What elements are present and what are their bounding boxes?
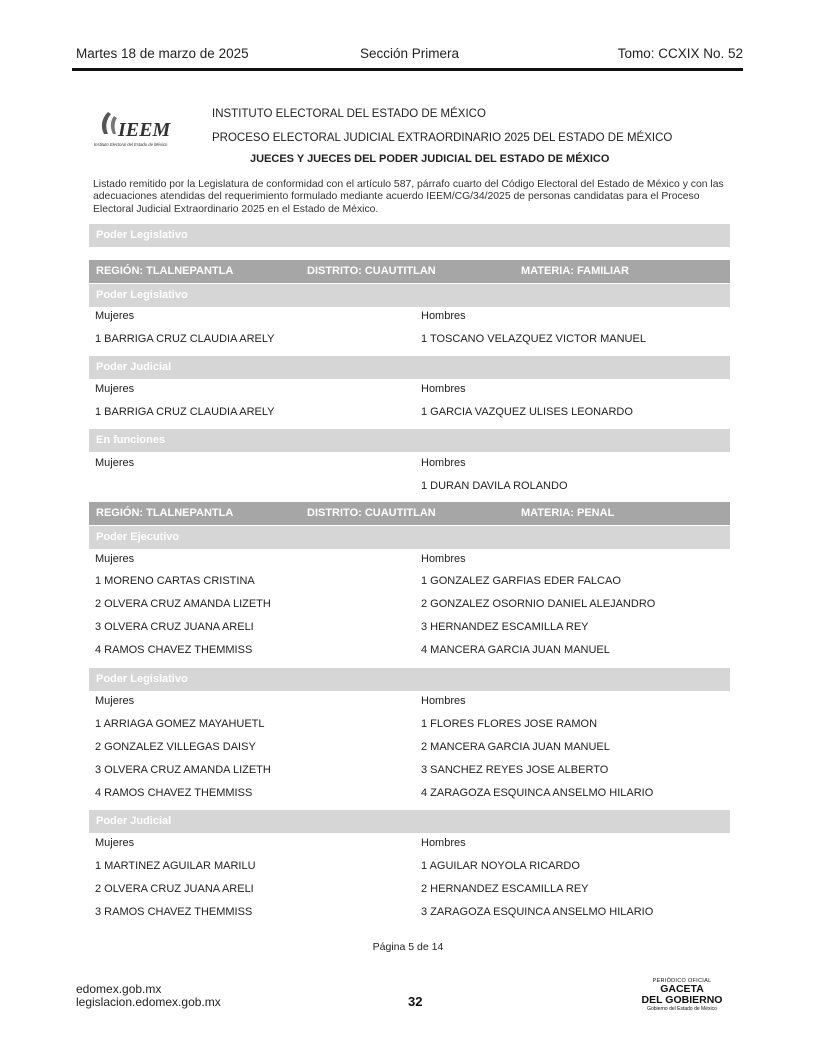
district-label: DISTRITO: CUAUTITLAN [307, 265, 436, 277]
women-label: Mujeres [95, 837, 135, 849]
issue-date: Martes 18 de marzo de 2025 [76, 46, 249, 61]
man-candidate: 1 GARCIA VAZQUEZ ULISES LEONARDO [421, 406, 633, 418]
section-band: Poder Judicial [89, 810, 730, 833]
woman-candidate: 3 OLVERA CRUZ AMANDA LIZETH [95, 764, 271, 776]
table-row [95, 477, 735, 495]
table-row [95, 595, 735, 613]
section-band: Poder Ejecutivo [89, 526, 730, 549]
woman-candidate: 3 OLVERA CRUZ JUANA ARELI [95, 621, 254, 633]
man-candidate: 1 FLORES FLORES JOSE RAMON [421, 718, 598, 730]
man-candidate: 4 MANCERA GARCIA JUAN MANUEL [421, 644, 610, 656]
section-band: Poder Judicial [89, 356, 730, 379]
column-labels [95, 307, 735, 325]
table-row [95, 903, 735, 921]
page-indicator: Página 5 de 14 [372, 941, 444, 953]
footer-url-main[interactable]: edomex.gob.mx [76, 982, 162, 996]
table-row [95, 857, 735, 875]
woman-candidate: 2 GONZALEZ VILLEGAS DAISY [95, 741, 256, 753]
document-subtitle: JUECES Y JUECES DEL PODER JUDICIAL DEL ESTADO DE MÉXICO [250, 153, 610, 165]
institute-name: INSTITUTO ELECTORAL DEL ESTADO DE MÉXICO [212, 108, 486, 120]
region-label: REGIÓN: TLALNEPANTLA [96, 265, 234, 277]
man-candidate: 2 GONZALEZ OSORNIO DANIEL ALEJANDRO [421, 598, 656, 610]
volume-number: Tomo: CCXIX No. 52 [617, 46, 743, 61]
man-candidate: 1 AGUILAR NOYOLA RICARDO [421, 860, 580, 872]
table-row [95, 715, 735, 733]
footer-url-legislation[interactable]: legislacion.edomex.gob.mx [76, 995, 221, 1009]
man-candidate: 3 SANCHEZ REYES JOSE ALBERTO [421, 764, 609, 776]
header-divider [72, 68, 743, 71]
table-row [95, 880, 735, 898]
group-header [89, 502, 730, 525]
table-row [95, 618, 735, 636]
section-band: Poder Legislativo [89, 284, 730, 307]
section-name: Sección Primera [359, 46, 460, 61]
process-name: PROCESO ELECTORAL JUDICIAL EXTRAORDINARIO 2025 DEL ESTADO DE MÉXICO [212, 132, 673, 144]
group-header [89, 260, 730, 283]
region-label: REGIÓN: TLALNEPANTLA [96, 507, 234, 519]
gaceta-line3: DEL GOBIERNO [641, 994, 723, 1006]
gaceta-logo [634, 978, 730, 1012]
column-labels [95, 834, 735, 852]
man-candidate: 3 HERNANDEZ ESCAMILLA REY [421, 621, 589, 633]
gaceta-line1: PERIÓDICO OFICIAL [652, 978, 712, 984]
man-candidate: 2 MANCERA GARCIA JUAN MANUEL [421, 741, 610, 753]
ieem-logo [92, 108, 184, 152]
women-label: Mujeres [95, 383, 135, 395]
column-labels [95, 550, 735, 568]
women-label: Mujeres [95, 695, 135, 707]
table-row [95, 641, 735, 659]
woman-candidate: 1 BARRIGA CRUZ CLAUDIA ARELY [95, 406, 275, 418]
logo-wordmark: IEEM [118, 119, 171, 141]
man-candidate: 3 ZARAGOZA ESQUINCA ANSELMO HILARIO [421, 906, 654, 918]
women-label: Mujeres [95, 553, 135, 565]
section-band: En funciones [89, 429, 730, 452]
man-candidate: 1 TOSCANO VELAZQUEZ VICTOR MANUEL [421, 333, 646, 345]
woman-candidate: 4 RAMOS CHAVEZ THEMMISS [95, 644, 253, 656]
women-label: Mujeres [95, 457, 135, 469]
table-row [95, 330, 735, 348]
men-label: Hombres [421, 837, 466, 849]
intro-paragraph: Listado remitido por la Legislatura de conformidad con el artículo 587, párrafo cuarto del Código Electoral del Estado de México y con las adecuaciones atendidas del requerimiento formulado mediante acuerdo IEEM/CG/34/2025 de personas candidatas para el Proceso Electoral Judicial Extraordinario 2025 en el Estado de México. [93, 179, 724, 215]
logo-caption: Instituto Electoral del Estado de México [94, 142, 168, 147]
column-labels [95, 692, 735, 710]
men-label: Hombres [421, 310, 466, 322]
gaceta-line2: GACETA [660, 983, 704, 995]
woman-candidate: 1 ARRIAGA GOMEZ MAYAHUETL [95, 718, 265, 730]
column-labels [95, 380, 735, 398]
subject-label: MATERIA: PENAL [521, 507, 615, 519]
woman-candidate: 2 OLVERA CRUZ AMANDA LIZETH [95, 598, 271, 610]
woman-candidate: 1 MARTINEZ AGUILAR MARILU [95, 860, 256, 872]
subject-label: MATERIA: FAMILIAR [521, 265, 629, 277]
woman-candidate: 1 BARRIGA CRUZ CLAUDIA ARELY [95, 333, 275, 345]
table-row [95, 784, 735, 802]
district-label: DISTRITO: CUAUTITLAN [307, 507, 436, 519]
women-label: Mujeres [95, 310, 135, 322]
section-band: Poder Legislativo [89, 224, 730, 247]
table-row [95, 738, 735, 756]
man-candidate: 4 ZARAGOZA ESQUINCA ANSELMO HILARIO [421, 787, 654, 799]
section-band: Poder Legislativo [89, 668, 730, 691]
footer-links [76, 983, 221, 1009]
table-row [95, 761, 735, 779]
gazette-header [76, 46, 743, 66]
men-label: Hombres [421, 457, 466, 469]
column-labels [95, 454, 735, 472]
man-candidate: 2 HERNANDEZ ESCAMILLA REY [421, 883, 589, 895]
gazette-page-number: 32 [408, 994, 423, 1009]
table-row [95, 403, 735, 421]
woman-candidate: 1 MORENO CARTAS CRISTINA [95, 575, 255, 587]
gaceta-line4: Gobierno del Estado de México [647, 1006, 717, 1012]
men-label: Hombres [421, 383, 466, 395]
woman-candidate: 2 OLVERA CRUZ JUANA ARELI [95, 883, 254, 895]
woman-candidate: 4 RAMOS CHAVEZ THEMMISS [95, 787, 253, 799]
men-label: Hombres [421, 553, 466, 565]
woman-candidate: 3 RAMOS CHAVEZ THEMMISS [95, 906, 253, 918]
man-candidate: 1 DURAN DAVILA ROLANDO [421, 480, 568, 492]
table-row [95, 572, 735, 590]
men-label: Hombres [421, 695, 466, 707]
man-candidate: 1 GONZALEZ GARFIAS EDER FALCAO [421, 575, 621, 587]
